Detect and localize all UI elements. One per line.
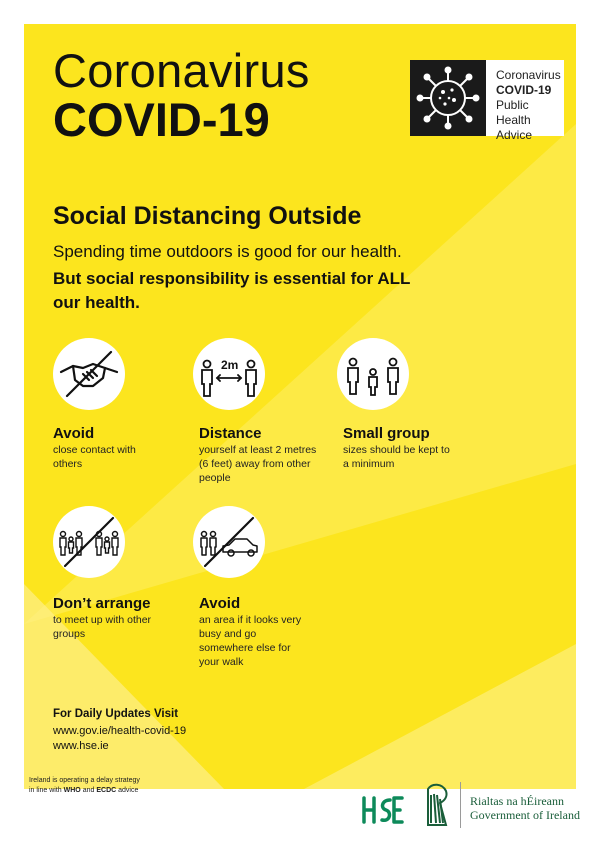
distance-label: 2m (221, 358, 239, 372)
badge-line3: Public Health (496, 98, 531, 127)
page-heading: Social Distancing Outside (53, 202, 362, 230)
gov-line2: Government of Ireland (470, 808, 580, 822)
item-title-avoid-area: Avoid (199, 595, 241, 612)
handshake-crossed-icon (53, 338, 125, 410)
harp-icon (422, 781, 452, 834)
subheading-line2: But social responsibility is essential for ALL our health. (53, 269, 411, 312)
public-health-badge (410, 60, 564, 142)
updates-label: For Daily Updates Visit (53, 708, 179, 720)
url-gov-ie[interactable]: www.gov.ie/health-covid-19 (53, 725, 187, 737)
title-covid-19: COVID-19 (53, 93, 270, 146)
footnote-advice: advice (118, 787, 139, 794)
item-title-distance: Distance (199, 425, 262, 442)
url-hse-ie[interactable]: www.hse.ie (53, 740, 109, 752)
footnote-line2 (29, 786, 140, 796)
government-of-ireland-logo (470, 794, 580, 822)
logo-divider (460, 782, 461, 828)
item-desc-avoid-area: an area if it looks very busy and go somewhere else for your walk (199, 614, 302, 668)
virus-icon (410, 60, 486, 136)
item-title-dont-arrange: Don’t arrange (53, 595, 151, 612)
title-coronavirus: Coronavirus (53, 44, 310, 97)
footnote-ecdc: ECDC (96, 787, 117, 794)
badge-line1: Coronavirus (496, 68, 561, 82)
item-title-small-group: Small group (343, 425, 430, 442)
poster (24, 24, 576, 789)
badge-line4: Advice (496, 128, 533, 142)
subheading-line1: Spending time outdoors is good for our health. (53, 242, 402, 261)
groups-crossed-icon (53, 506, 125, 578)
item-desc-dont-arrange: to meet up with other groups (53, 614, 152, 640)
busy-area-crossed-icon (193, 506, 265, 578)
footnote (29, 776, 140, 796)
footnote-pre: in line with (29, 787, 62, 794)
hse-logo (360, 792, 404, 833)
small-group-icon (337, 338, 409, 410)
footnote-line1: Ireland is operating a delay strategy (29, 777, 140, 784)
gov-line1: Rialtas na hÉireann (470, 794, 564, 808)
item-desc-distance: yourself at least 2 metres (6 feet) away from other people (199, 444, 317, 484)
item-desc-small-group: sizes should be kept to a minimum (343, 444, 450, 470)
item-title-avoid-contact: Avoid (53, 425, 95, 442)
footnote-who: WHO (63, 787, 81, 794)
footnote-and: and (82, 787, 95, 794)
badge-line2: COVID-19 (496, 83, 552, 97)
item-desc-avoid-contact: close contact with others (53, 444, 136, 470)
badge-text (496, 68, 564, 143)
two-metre-distance-icon (193, 338, 265, 410)
